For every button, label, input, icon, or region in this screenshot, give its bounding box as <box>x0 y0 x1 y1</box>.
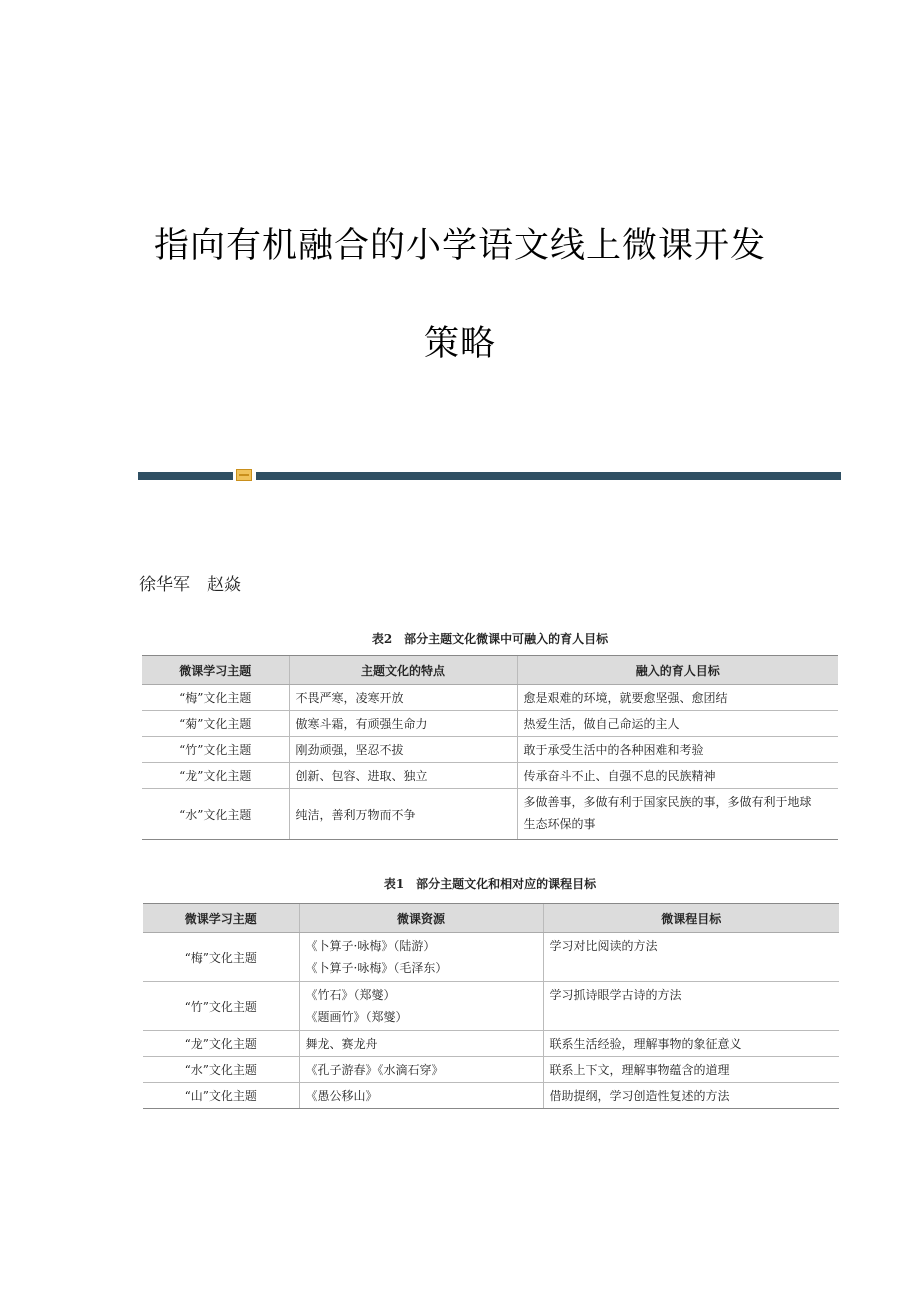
table-cell: “水”文化主题 <box>143 1057 299 1083</box>
table-cell <box>517 789 838 840</box>
divider-bar-left <box>138 472 233 480</box>
table2-caption: 表2 部分主题文化微课中可融入的育人目标 <box>371 632 609 646</box>
table-cell: “梅”文化主题 <box>143 933 299 982</box>
table-cell: 傲寒斗霜，有顽强生命力 <box>289 711 517 737</box>
cell-line: 《卜算子·咏梅》（陆游） <box>305 939 436 953</box>
table-cell: 热爱生活，做自己命运的主人 <box>517 711 838 737</box>
cell-line: 《题画竹》（郑燮） <box>305 1010 408 1024</box>
table-cell: “竹”文化主题 <box>143 982 299 1031</box>
envelope-icon <box>236 469 252 481</box>
table-row <box>142 685 838 711</box>
table-row <box>143 933 839 982</box>
column-header: 微课资源 <box>299 904 543 933</box>
cell-line: 《卜算子·咏梅》（毛泽东） <box>305 961 448 975</box>
table-cell: 传承奋斗不止、自强不息的民族精神 <box>517 763 838 789</box>
table-cell <box>299 982 543 1031</box>
table-cell: “水”文化主题 <box>142 789 289 840</box>
table-cell: 纯洁，善利万物而不争 <box>289 789 517 840</box>
document-title-line-2: 策略 <box>423 324 496 364</box>
table-cell: 创新、包容、进取、独立 <box>289 763 517 789</box>
table-row <box>143 1057 839 1083</box>
cell-line: 生态环保的事 <box>523 817 596 831</box>
column-header: 微课程目标 <box>543 904 839 933</box>
table-cell: 舞龙、赛龙舟 <box>299 1031 543 1057</box>
column-header: 微课学习主题 <box>142 656 289 685</box>
table2 <box>142 655 838 840</box>
table-row <box>143 982 839 1031</box>
table-cell: 学习抓诗眼学古诗的方法 <box>543 982 839 1031</box>
table-cell: “梅”文化主题 <box>142 685 289 711</box>
table-row <box>142 711 838 737</box>
table-cell: “龙”文化主题 <box>143 1031 299 1057</box>
table1 <box>143 903 839 1109</box>
table-cell: “竹”文化主题 <box>142 737 289 763</box>
authors: 徐华军 赵焱 <box>139 575 241 595</box>
table-row <box>143 1083 839 1109</box>
column-header: 融入的育人目标 <box>517 656 838 685</box>
table-cell: 借助提纲，学习创造性复述的方法 <box>543 1083 839 1109</box>
table-row <box>142 763 838 789</box>
column-header: 微课学习主题 <box>143 904 299 933</box>
table-cell: 《愚公移山》 <box>299 1083 543 1109</box>
table-row <box>143 1031 839 1057</box>
table-cell: “山”文化主题 <box>143 1083 299 1109</box>
table-cell <box>299 933 543 982</box>
table-cell: “菊”文化主题 <box>142 711 289 737</box>
table-cell: 不畏严寒，凌寒开放 <box>289 685 517 711</box>
table-cell: “龙”文化主题 <box>142 763 289 789</box>
table1-caption: 表1 部分主题文化和相对应的课程目标 <box>383 877 597 891</box>
table-header-row <box>143 904 839 933</box>
document-title-line-1: 指向有机融合的小学语文线上微课开发 <box>153 226 766 266</box>
column-header: 主题文化的特点 <box>289 656 517 685</box>
table-cell: 愈是艰难的环境，就要愈坚强、愈团结 <box>517 685 838 711</box>
table-row <box>142 789 838 840</box>
table-row <box>142 737 838 763</box>
table-cell: 刚劲顽强，坚忍不拔 <box>289 737 517 763</box>
cell-line: 多做善事，多做有利于国家民族的事，多做有利于地球 <box>523 795 812 809</box>
cell-line: 《竹石》（郑燮） <box>305 988 396 1002</box>
table-cell: 联系上下文，理解事物蕴含的道理 <box>543 1057 839 1083</box>
table-cell: 《孔子游春》《水滴石穿》 <box>299 1057 543 1083</box>
table-cell: 学习对比阅读的方法 <box>543 933 839 982</box>
table-cell: 敢于承受生活中的各种困难和考验 <box>517 737 838 763</box>
table-cell: 联系生活经验，理解事物的象征意义 <box>543 1031 839 1057</box>
table-header-row <box>142 656 838 685</box>
divider-bar-right <box>256 472 841 480</box>
